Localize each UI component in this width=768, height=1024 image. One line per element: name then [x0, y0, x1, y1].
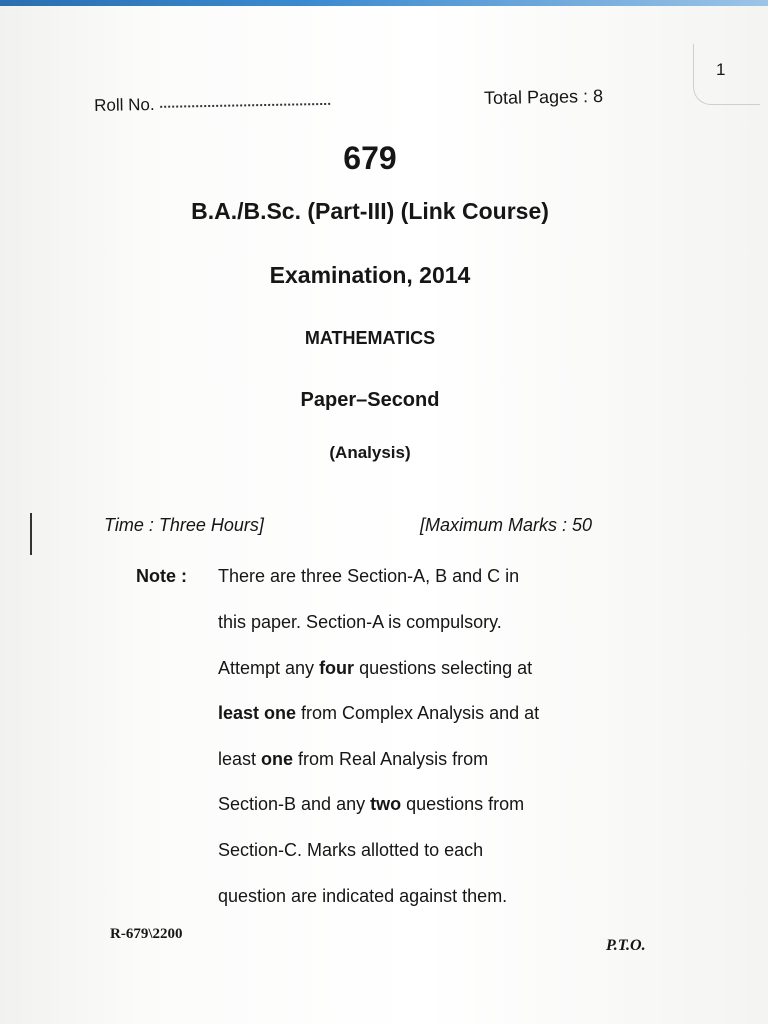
maximum-marks: [Maximum Marks : 50 [420, 515, 593, 535]
note-line-4-post: from Complex Analysis and at [296, 703, 540, 723]
note-line-5 [218, 749, 488, 770]
note-line-8: question are indicated against them. [218, 886, 508, 906]
roll-number-dotted-line [161, 103, 331, 108]
course-title: B.A./B.Sc. (Part-III) (Link Course) [191, 198, 549, 224]
page-number: 1 [716, 60, 726, 79]
note-line-6 [218, 794, 524, 815]
note-line-7: Section-C. Marks allotted to each [218, 840, 484, 860]
scan-top-strip [0, 0, 768, 6]
note-line-3-pre: Attempt any [218, 658, 320, 678]
examination-year: Examination, 2014 [269, 262, 471, 288]
margin-mark [30, 513, 32, 555]
note-line-6-bold: two [370, 794, 402, 814]
note-line-3-post: questions selecting at [354, 658, 533, 678]
total-pages: Total Pages : 8 [483, 85, 604, 109]
note-label: Note : [136, 566, 187, 586]
note-line-4 [218, 703, 539, 724]
paper-number: Paper–Second [300, 389, 440, 411]
page-corner-tab [693, 44, 760, 105]
please-turn-over: P.T.O. [606, 937, 646, 954]
roll-number-field [94, 92, 331, 116]
paper-code: 679 [343, 140, 397, 176]
note-line-6-pre: Section-B and any [218, 794, 371, 814]
note-line-5-bold: one [261, 749, 294, 769]
footer-paper-code: R-679\2200 [110, 926, 183, 942]
note-line-6-post: questions from [401, 794, 525, 814]
paper-topic: (Analysis) [329, 443, 411, 462]
time-allowed: Time : Three Hours] [104, 515, 264, 535]
note-line-4-bold: least one [218, 703, 297, 723]
roll-number-label: Roll No. [94, 94, 155, 115]
note-line-5-pre: least [218, 749, 262, 769]
note-line-1: There are three Section-A, B and C in [218, 566, 520, 586]
note-line-3 [218, 658, 532, 679]
note-line-2: this paper. Section-A is compulsory. [218, 612, 502, 632]
note-line-5-post: from Real Analysis from [293, 749, 489, 769]
subject-name: MATHEMATICS [304, 328, 436, 348]
note-line-3-bold: four [319, 658, 355, 678]
